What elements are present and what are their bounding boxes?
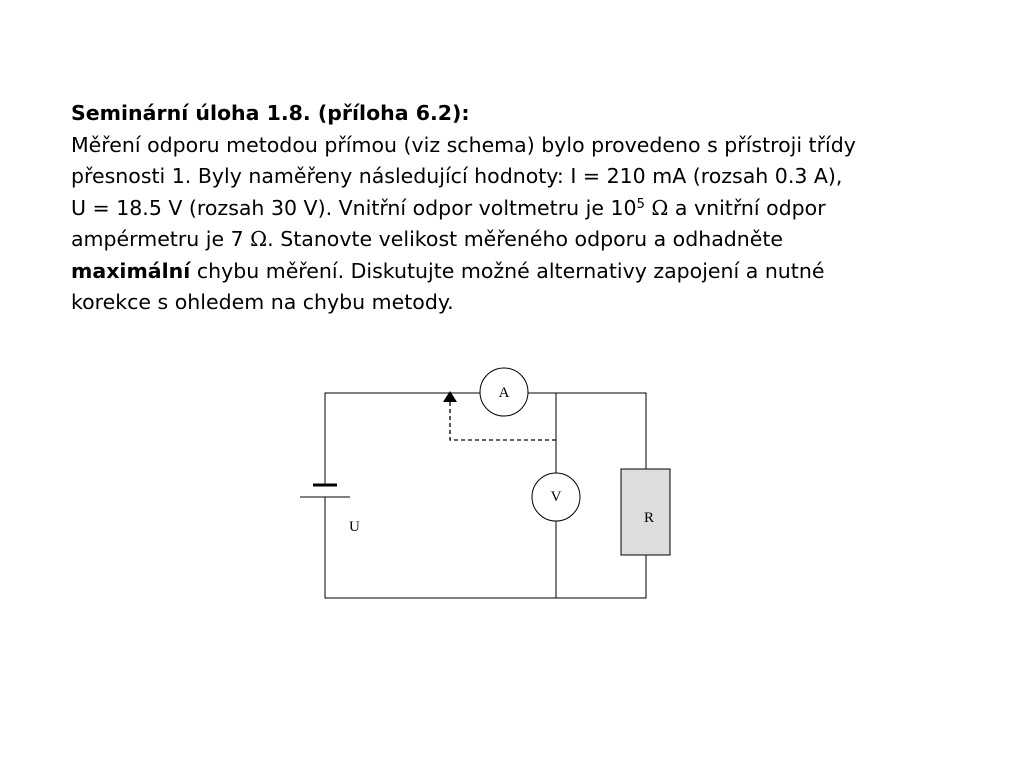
task-emphasis: maximální bbox=[71, 258, 191, 283]
wire-left-top bbox=[325, 393, 480, 485]
task-line-3-start: U = 18.5 V (rozsah 30 V). Vnitřní odpor voltmetru je 10 bbox=[71, 195, 637, 220]
task-title: Seminární úloha 1.8. (příloha 6.2): bbox=[71, 101, 470, 125]
task-line-6: korekce s ohledem na chybu metody. bbox=[71, 290, 454, 314]
task-line-1: Měření odporu metodou přímou (viz schema) bylo provedeno s přístroji třídy bbox=[71, 132, 856, 157]
omega-symbol: Ω bbox=[250, 227, 268, 251]
task-line-3-end: a vnitřní odpor bbox=[668, 195, 826, 220]
wire-top-right bbox=[528, 393, 646, 469]
task-line-4-end: . Stanovte velikost měřeného odporu a odhadněte bbox=[267, 227, 784, 251]
exponent: 5 bbox=[636, 196, 645, 212]
task-line-2: přesnosti 1. Byly naměřeny následující hodnoty: I = 210 mA (rozsah 0.3 A), bbox=[71, 164, 843, 188]
wire-bottom bbox=[325, 497, 646, 598]
ammeter-label: A bbox=[498, 385, 510, 401]
resistor-label: R bbox=[643, 510, 655, 526]
task-line-5-end: chybu měření. Diskutujte možné alternativy zapojení a nutné bbox=[190, 258, 825, 283]
source-label: U bbox=[349, 519, 360, 535]
voltmeter-label: V bbox=[550, 489, 562, 505]
circuit-wires bbox=[325, 393, 646, 598]
task-line-4-start: ampérmetru je 7 bbox=[71, 227, 251, 251]
omega-symbol: Ω bbox=[651, 195, 669, 220]
